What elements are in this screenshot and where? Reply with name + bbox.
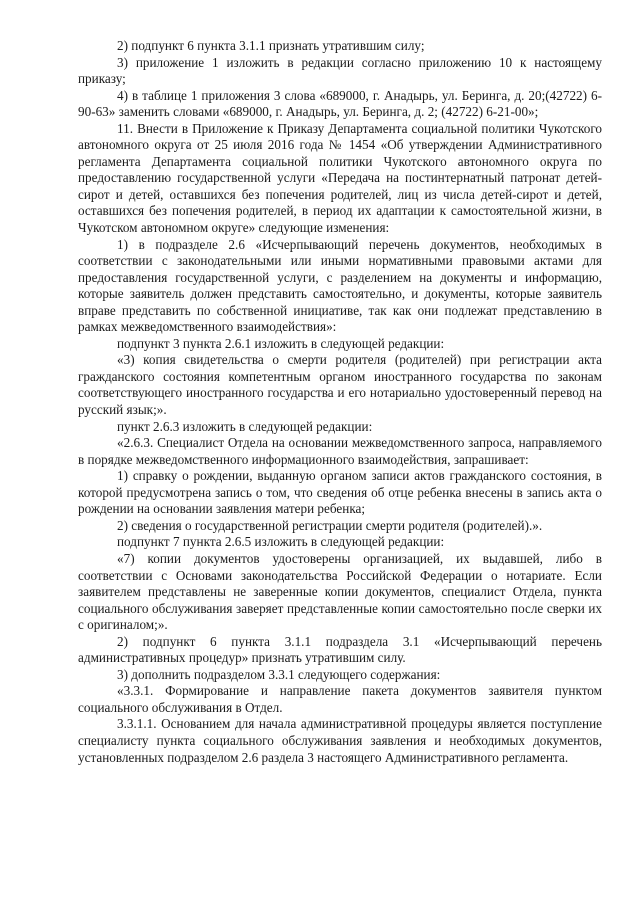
paragraph: пункт 2.6.3 изложить в следующей редакции:: [117, 418, 373, 434]
paragraph: «7) копии документов удостоверены организацией, их выдавшей, либо в соответствии с Основами законодательства Российской Федерации о нотариате. Если заявителем представлены не заверенные копии документов, специалист Отдела, пункта социального обслуживания заверяет представленные копии самостоятельно после сверки их с оригиналом;».: [78, 550, 602, 633]
paragraph: 1) в подразделе 2.6 «Исчерпывающий перечень документов, необходимых в соответствии с законодательными или иными нормативными правовыми актами для предоставления государственной услуги, с разделением на документы и информацию, которые заявитель должен представить самостоятельно, и документы, которые заявитель вправе представить по собственной инициативе, так как они подлежат представлению в рамках межведомственного взаимодействия»:: [78, 236, 602, 335]
paragraph: 2) сведения о государственной регистрации смерти родителя (родителей).».: [117, 517, 543, 533]
paragraph: 2) подпункт 6 пункта 3.1.1 признать утратившим силу;: [117, 38, 425, 53]
paragraph: подпункт 7 пункта 2.6.5 изложить в следующей редакции:: [117, 534, 445, 550]
paragraph: 11. Внести в Приложение к Приказу Департамента социальной политики Чукотского автономного округа от 25 июля 2016 года № 1454 «Об утверждении Административного регламента Департамента социальной политики Чукотского автономного округа по предоставлению государственной услуги «Передача на постинтернатный патронат детей-сирот и детей, оставшихся без попечения родителей, лиц из числа детей-сирот и детей, оставшихся без попечения родителей, в период их адаптации к самостоятельной жизни, в Чукотском автономном округе» следующие изменения:: [78, 120, 602, 236]
document-body: [78, 38, 602, 766]
paragraph: 1) справку о рождении, выданную органом записи актов гражданского состояния, в которой предусмотрена запись о том, что сведения об отце ребенка внесены в запись акта о рождении на основании заявления матери ребенка;: [78, 468, 602, 517]
paragraph: 3) дополнить подразделом 3.3.1 следующего содержания:: [117, 666, 441, 682]
paragraph: подпункт 3 пункта 2.6.1 изложить в следующей редакции:: [117, 335, 445, 351]
paragraph: «3) копия свидетельства о смерти родителя (родителей) при регистрации акта гражданского состояния компетентным органом иностранного государства по законам соответствующего иностранного государства и его нотариально удостоверенный перевод на русский язык;».: [78, 352, 602, 418]
paragraph: 4) в таблице 1 приложения 3 слова «689000, г. Анадырь, ул. Беринга, д. 20;(42722) 6-90-63» заменить словами «689000, г. Анадырь, ул. Беринга, д. 2; (42722) 6-21-00»;: [78, 87, 602, 120]
paragraph: «2.6.3. Специалист Отдела на основании межведомственного запроса, направляемого в порядке межведомственного информационного взаимодействия, запрашивает:: [78, 435, 602, 467]
paragraph: «3.3.1. Формирование и направление пакета документов заявителя пунктом социального обслуживания в Отдел.: [78, 683, 602, 715]
paragraph: 3) приложение 1 изложить в редакции согласно приложению 10 к настоящему приказу;: [78, 54, 602, 87]
paragraph: 2) подпункт 6 пункта 3.1.1 подраздела 3.1 «Исчерпывающий перечень административных процедур» признать утратившим силу.: [78, 633, 602, 666]
paragraph: 3.3.1.1. Основанием для начала административной процедуры является поступление специалисту пункта социального обслуживания заявления и необходимых документов, установленных подразделом 2.6 раздела 3 настоящего Административного регламента.: [78, 716, 602, 765]
